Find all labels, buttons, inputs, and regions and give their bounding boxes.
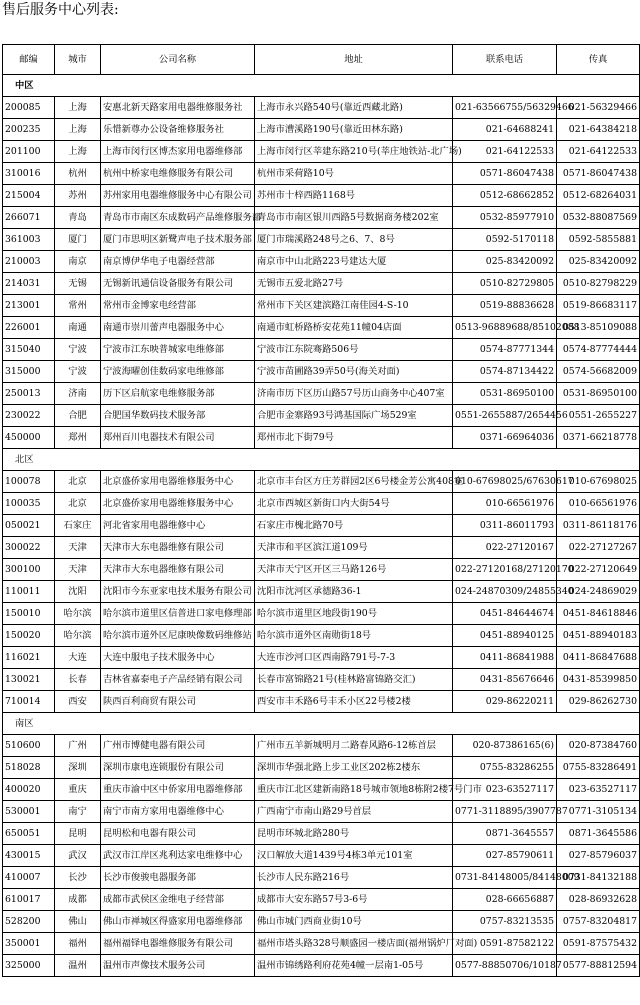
fax-cell: 027-85796037 <box>557 845 640 867</box>
phone-cell: 0577-88850706/10187 <box>453 955 557 977</box>
header-address: 地址 <box>255 45 453 75</box>
zip-cell: 110011 <box>3 581 55 603</box>
address-cell: 重庆市江北区建新南路18号城市领地8栋附2楼7号门市 <box>255 779 453 801</box>
table-row <box>3 427 640 449</box>
address-cell: 北京市西城区新街口内大街54号 <box>255 493 453 515</box>
city-cell: 哈尔滨 <box>55 603 101 625</box>
fax-cell: 0531-86950100 <box>557 383 640 405</box>
fax-cell: 0510-82798229 <box>557 273 640 295</box>
address-cell: 北京市丰台区方庄芳群园2区6号楼金芳公寓408室 <box>255 471 453 493</box>
fax-cell: 0371-66218778 <box>557 427 640 449</box>
table-row <box>3 141 640 163</box>
city-cell: 大连 <box>55 647 101 669</box>
fax-cell: 0871-3645586 <box>557 823 640 845</box>
fax-cell: 022-27127267 <box>557 537 640 559</box>
phone-cell: 020-87386165(6) <box>453 735 557 757</box>
fax-cell: 0571-86047438 <box>557 163 640 185</box>
table-row <box>3 933 640 955</box>
address-cell: 郑州市北下街79号 <box>255 427 453 449</box>
company-cell: 宁波海曜创佳数码家电维修部 <box>101 361 255 383</box>
city-cell: 郑州 <box>55 427 101 449</box>
address-cell: 广州市五羊新城明月二路春风路6-12栋首层 <box>255 735 453 757</box>
company-cell: 南京博伊华电子电器经营部 <box>101 251 255 273</box>
phone-cell: 0519-88836628 <box>453 295 557 317</box>
zip-cell: 361003 <box>3 229 55 251</box>
phone-cell: 0512-68662852 <box>453 185 557 207</box>
company-cell: 河北省家用电器维修中心 <box>101 515 255 537</box>
address-cell: 长沙市人民东路216号 <box>255 867 453 889</box>
phone-cell: 0771-3118895/3907787 <box>453 801 557 823</box>
city-cell: 南京 <box>55 251 101 273</box>
zip-cell: 116021 <box>3 647 55 669</box>
phone-cell: 0755-83286255 <box>453 757 557 779</box>
fax-cell: 0574-56682009 <box>557 361 640 383</box>
phone-cell: 0431-85676646 <box>453 669 557 691</box>
company-cell: 无锡新讯通信设备服务有限公司 <box>101 273 255 295</box>
phone-cell: 0731-84148005/84148009 <box>453 867 557 889</box>
table-row <box>3 691 640 713</box>
zip-cell: 450000 <box>3 427 55 449</box>
phone-cell: 0757-83213535 <box>453 911 557 933</box>
zip-cell: 410007 <box>3 867 55 889</box>
phone-cell: 0451-84644674 <box>453 603 557 625</box>
city-cell: 上海 <box>55 97 101 119</box>
zip-cell: 213001 <box>3 295 55 317</box>
city-cell: 重庆 <box>55 779 101 801</box>
region-header-row <box>3 713 640 735</box>
table-row <box>3 295 640 317</box>
city-cell: 长春 <box>55 669 101 691</box>
table-row <box>3 361 640 383</box>
phone-cell: 0451-88940125 <box>453 625 557 647</box>
phone-cell: 021-64122533 <box>453 141 557 163</box>
page-title: 售后服务中心列表: <box>2 2 119 18</box>
fax-cell: 0451-84618846 <box>557 603 640 625</box>
table-row <box>3 383 640 405</box>
fax-cell: 0311-86118176 <box>557 515 640 537</box>
address-cell: 深圳市华强北路上步工业区202栋2楼东 <box>255 757 453 779</box>
fax-cell: 0577-88812594 <box>557 955 640 977</box>
address-cell: 南京市中山北路223号建达大厦 <box>255 251 453 273</box>
company-cell: 大连中服电子技术服务中心 <box>101 647 255 669</box>
phone-cell: 0311-86011793 <box>453 515 557 537</box>
table-row <box>3 779 640 801</box>
address-cell: 上海市永兴路540号(靠近西藏北路) <box>255 97 453 119</box>
phone-cell: 0571-86047438 <box>453 163 557 185</box>
city-cell: 深圳 <box>55 757 101 779</box>
zip-cell: 200085 <box>3 97 55 119</box>
company-cell: 天津市大东电器维修有限公司 <box>101 537 255 559</box>
fax-cell: 010-67698025 <box>557 471 640 493</box>
phone-cell: 022-27120167 <box>453 537 557 559</box>
phone-cell: 024-24870309/24855340 <box>453 581 557 603</box>
phone-cell: 0591-87582122 <box>453 933 557 955</box>
city-cell: 厦门 <box>55 229 101 251</box>
table-row <box>3 339 640 361</box>
fax-cell: 0519-86683117 <box>557 295 640 317</box>
address-cell: 济南市历下区历山路57号历山商务中心407室 <box>255 383 453 405</box>
fax-cell: 0755-83286491 <box>557 757 640 779</box>
city-cell: 广州 <box>55 735 101 757</box>
company-cell: 宁波市江东映普城家电维修部 <box>101 339 255 361</box>
city-cell: 温州 <box>55 955 101 977</box>
city-cell: 武汉 <box>55 845 101 867</box>
address-cell: 天津市和平区滨江道109号 <box>255 537 453 559</box>
table-row <box>3 537 640 559</box>
zip-cell: 325000 <box>3 955 55 977</box>
fax-cell: 0592-5855881 <box>557 229 640 251</box>
city-cell: 宁波 <box>55 339 101 361</box>
company-cell: 南宁市南方家用电器维修中心 <box>101 801 255 823</box>
table-row <box>3 405 640 427</box>
phone-cell: 010-67698025/67630617 <box>453 471 557 493</box>
table-row <box>3 559 640 581</box>
table-row <box>3 471 640 493</box>
fax-cell: 0431-85399850 <box>557 669 640 691</box>
phone-cell: 023-63527117 <box>453 779 557 801</box>
fax-cell: 020-87384760 <box>557 735 640 757</box>
zip-cell: 210003 <box>3 251 55 273</box>
address-cell: 杭州市采荷路10号 <box>255 163 453 185</box>
company-cell: 成都市武侯区金维电子经营部 <box>101 889 255 911</box>
phone-cell: 021-64688241 <box>453 119 557 141</box>
fax-cell: 029-86262730 <box>557 691 640 713</box>
table-row <box>3 97 640 119</box>
table-row <box>3 493 640 515</box>
city-cell: 天津 <box>55 537 101 559</box>
zip-cell: 530001 <box>3 801 55 823</box>
table-row <box>3 625 640 647</box>
company-cell: 哈尔滨市道里区信普进口家电修理部 <box>101 603 255 625</box>
phone-cell: 0532-85977910 <box>453 207 557 229</box>
table-row <box>3 823 640 845</box>
region-name: 中区 <box>3 75 640 97</box>
address-cell: 成都市大安东路57号3-6号 <box>255 889 453 911</box>
zip-cell: 300100 <box>3 559 55 581</box>
company-cell: 历下区启航家电维修服务部 <box>101 383 255 405</box>
address-cell: 上海市闵行区莘建东路210号(莘庄地铁站-北广场) <box>255 141 453 163</box>
zip-cell: 430015 <box>3 845 55 867</box>
city-cell: 北京 <box>55 471 101 493</box>
header-phone: 联系电话 <box>453 45 557 75</box>
company-cell: 合肥国华数码技术服务部 <box>101 405 255 427</box>
phone-cell: 0510-82729805 <box>453 273 557 295</box>
zip-cell: 518028 <box>3 757 55 779</box>
fax-cell: 0757-83204817 <box>557 911 640 933</box>
city-cell: 常州 <box>55 295 101 317</box>
company-cell: 安惠北新天路家用电器维修服务社 <box>101 97 255 119</box>
zip-cell: 510600 <box>3 735 55 757</box>
address-cell: 青岛市市南区银川西路5号数据商务楼202室 <box>255 207 453 229</box>
city-cell: 哈尔滨 <box>55 625 101 647</box>
city-cell: 青岛 <box>55 207 101 229</box>
zip-cell: 650051 <box>3 823 55 845</box>
phone-cell: 027-85790611 <box>453 845 557 867</box>
city-cell: 杭州 <box>55 163 101 185</box>
city-cell: 昆明 <box>55 823 101 845</box>
fax-cell: 025-83420092 <box>557 251 640 273</box>
table-row <box>3 735 640 757</box>
table-row <box>3 581 640 603</box>
table-row <box>3 163 640 185</box>
region-name: 南区 <box>3 713 640 735</box>
header-city: 城市 <box>55 45 101 75</box>
company-cell: 深圳市康电连锁服份有限公司 <box>101 757 255 779</box>
company-cell: 郑州百川电器技术有限公司 <box>101 427 255 449</box>
city-cell: 南宁 <box>55 801 101 823</box>
fax-cell: 0771-3105134 <box>557 801 640 823</box>
city-cell: 天津 <box>55 559 101 581</box>
zip-cell: 150010 <box>3 603 55 625</box>
fax-cell: 021-64122533 <box>557 141 640 163</box>
company-cell: 北京盛侨家用电器维修服务中心 <box>101 471 255 493</box>
address-cell: 福州市塔头路328号顺盛园一楼店面(福州锅炉厂对面) <box>255 933 453 955</box>
phone-cell: 0411-86841988 <box>453 647 557 669</box>
fax-cell: 024-24869029 <box>557 581 640 603</box>
phone-cell: 0574-87134422 <box>453 361 557 383</box>
zip-cell: 300022 <box>3 537 55 559</box>
zip-cell: 400020 <box>3 779 55 801</box>
company-cell: 青岛市市南区东成数码产品维修服务部 <box>101 207 255 229</box>
company-cell: 北京盛侨家用电器维修服务中心 <box>101 493 255 515</box>
zip-cell: 050021 <box>3 515 55 537</box>
table-row <box>3 801 640 823</box>
zip-cell: 315000 <box>3 361 55 383</box>
zip-cell: 266071 <box>3 207 55 229</box>
region-header-row <box>3 449 640 471</box>
fax-cell: 0591-87575432 <box>557 933 640 955</box>
table-row <box>3 757 640 779</box>
city-cell: 成都 <box>55 889 101 911</box>
company-cell: 福州福铎电器维修服务有限公司 <box>101 933 255 955</box>
fax-cell: 021-56329466 <box>557 97 640 119</box>
table-body <box>3 75 640 977</box>
phone-cell: 010-66561976 <box>453 493 557 515</box>
zip-cell: 310016 <box>3 163 55 185</box>
table-row <box>3 207 640 229</box>
table-row <box>3 229 640 251</box>
table-row <box>3 955 640 977</box>
city-cell: 南通 <box>55 317 101 339</box>
zip-cell: 610017 <box>3 889 55 911</box>
table-row <box>3 911 640 933</box>
zip-cell: 150020 <box>3 625 55 647</box>
company-cell: 上海市闵行区博杰家用电器维修部 <box>101 141 255 163</box>
phone-cell: 0371-66964036 <box>453 427 557 449</box>
zip-cell: 214031 <box>3 273 55 295</box>
phone-cell: 0871-3645557 <box>453 823 557 845</box>
fax-cell: 0731-84132188 <box>557 867 640 889</box>
zip-cell: 250013 <box>3 383 55 405</box>
company-cell: 南通市崇川蕾声电器服务中心 <box>101 317 255 339</box>
table-row <box>3 603 640 625</box>
address-cell: 大连市沙河口区西南路791号-7-3 <box>255 647 453 669</box>
table-row <box>3 273 640 295</box>
address-cell: 常州市下关区建滨路江南佳园4-S-10 <box>255 295 453 317</box>
address-cell: 西安市丰禾路6号丰禾小区22号楼2楼 <box>255 691 453 713</box>
address-cell: 厦门市瑞溪路248号之6、7、8号 <box>255 229 453 251</box>
phone-cell: 021-63566755/56329466 <box>453 97 557 119</box>
address-cell: 汉口解放大道1439号4栋3单元101室 <box>255 845 453 867</box>
company-cell: 厦门市思明区新鹭声电子技术服务部 <box>101 229 255 251</box>
company-cell: 乐惜新尊办公设备维修服务社 <box>101 119 255 141</box>
city-cell: 西安 <box>55 691 101 713</box>
header-company: 公司名称 <box>101 45 255 75</box>
phone-cell: 0592-5170118 <box>453 229 557 251</box>
phone-cell: 025-83420092 <box>453 251 557 273</box>
company-cell: 杭州中桥家电维修服务有限公司 <box>101 163 255 185</box>
fax-cell: 0532-88087569 <box>557 207 640 229</box>
phone-cell: 028-66656887 <box>453 889 557 911</box>
zip-cell: 230022 <box>3 405 55 427</box>
address-cell: 南通市虹桥路桥安花苑11幢04店面 <box>255 317 453 339</box>
table-row <box>3 119 640 141</box>
address-cell: 温州市锦绣路利府花苑4幢一层南1-05号 <box>255 955 453 977</box>
city-cell: 佛山 <box>55 911 101 933</box>
address-cell: 广西南宁市南山路29号首层 <box>255 801 453 823</box>
fax-cell: 023-63527117 <box>557 779 640 801</box>
address-cell: 苏州市十梓西路1168号 <box>255 185 453 207</box>
phone-cell: 029-86220211 <box>453 691 557 713</box>
company-cell: 陕西百利商贸有限公司 <box>101 691 255 713</box>
zip-cell: 350001 <box>3 933 55 955</box>
address-cell: 哈尔滨市道里区地段街190号 <box>255 603 453 625</box>
address-cell: 合肥市金寨路93号鸿基国际广场529室 <box>255 405 453 427</box>
company-cell: 昆明松和电器有限公司 <box>101 823 255 845</box>
fax-cell: 0411-86847688 <box>557 647 640 669</box>
zip-cell: 200235 <box>3 119 55 141</box>
address-cell: 沈阳市沈河区承德路36-1 <box>255 581 453 603</box>
city-cell: 宁波 <box>55 361 101 383</box>
city-cell: 苏州 <box>55 185 101 207</box>
company-cell: 重庆市渝中区中侨家用电器维修部 <box>101 779 255 801</box>
city-cell: 济南 <box>55 383 101 405</box>
service-center-table <box>2 44 640 977</box>
company-cell: 天津市大东电器维修有限公司 <box>101 559 255 581</box>
address-cell: 哈尔滨市道外区南勋街18号 <box>255 625 453 647</box>
city-cell: 合肥 <box>55 405 101 427</box>
company-cell: 武汉市江岸区兆利达家电维修中心 <box>101 845 255 867</box>
zip-cell: 226001 <box>3 317 55 339</box>
table-row <box>3 317 640 339</box>
fax-cell: 0551-2655227 <box>557 405 640 427</box>
table-row <box>3 889 640 911</box>
table-row <box>3 185 640 207</box>
fax-cell: 028-86932628 <box>557 889 640 911</box>
region-name: 北区 <box>3 449 640 471</box>
company-cell: 长沙市俊骏电器服务部 <box>101 867 255 889</box>
city-cell: 无锡 <box>55 273 101 295</box>
table-row <box>3 867 640 889</box>
address-cell: 天津市天宁区开区三马路126号 <box>255 559 453 581</box>
phone-cell: 022-27120168/27120170 <box>453 559 557 581</box>
zip-cell: 100078 <box>3 471 55 493</box>
address-cell: 无锡市五爱北路27号 <box>255 273 453 295</box>
city-cell: 石家庄 <box>55 515 101 537</box>
zip-cell: 100035 <box>3 493 55 515</box>
company-cell: 常州市金博家电经营部 <box>101 295 255 317</box>
fax-cell: 022-27120649 <box>557 559 640 581</box>
table-row <box>3 515 640 537</box>
company-cell: 广州市博健电器有限公司 <box>101 735 255 757</box>
header-zip: 邮编 <box>3 45 55 75</box>
header-fax: 传真 <box>557 45 640 75</box>
zip-cell: 215004 <box>3 185 55 207</box>
company-cell: 哈尔滨市道外区尼康映像数码维修站 <box>101 625 255 647</box>
address-cell: 宁波市苗圃路39弄50号(海关对面) <box>255 361 453 383</box>
company-cell: 吉林省嘉泰电子产品经销有限公司 <box>101 669 255 691</box>
zip-cell: 528200 <box>3 911 55 933</box>
region-header-row <box>3 75 640 97</box>
fax-cell: 010-66561976 <box>557 493 640 515</box>
address-cell: 宁波市江东院骞路506号 <box>255 339 453 361</box>
city-cell: 上海 <box>55 141 101 163</box>
city-cell: 北京 <box>55 493 101 515</box>
fax-cell: 0512-68264031 <box>557 185 640 207</box>
zip-cell: 315040 <box>3 339 55 361</box>
table-header-row <box>3 45 640 75</box>
city-cell: 上海 <box>55 119 101 141</box>
address-cell: 石家庄市槐北路70号 <box>255 515 453 537</box>
company-cell: 佛山市禅城区得盛家用电器维修部 <box>101 911 255 933</box>
zip-cell: 201100 <box>3 141 55 163</box>
address-cell: 昆明市环城北路280号 <box>255 823 453 845</box>
fax-cell: 0513-85109088 <box>557 317 640 339</box>
fax-cell: 0451-88940183 <box>557 625 640 647</box>
table-row <box>3 669 640 691</box>
address-cell: 上海市漕溪路190号(靠近田林东路) <box>255 119 453 141</box>
company-cell: 温州市声像技术服务公司 <box>101 955 255 977</box>
city-cell: 福州 <box>55 933 101 955</box>
zip-cell: 710014 <box>3 691 55 713</box>
zip-cell: 130021 <box>3 669 55 691</box>
fax-cell: 021-64384218 <box>557 119 640 141</box>
address-cell: 佛山市城门西商业街10号 <box>255 911 453 933</box>
phone-cell: 0551-2655887/2654456 <box>453 405 557 427</box>
company-cell: 沈阳市今东亚家电技术服务有限公司 <box>101 581 255 603</box>
city-cell: 长沙 <box>55 867 101 889</box>
table-row <box>3 251 640 273</box>
phone-cell: 0531-86950100 <box>453 383 557 405</box>
table-row <box>3 647 640 669</box>
phone-cell: 0513-96889688/85102088 <box>453 317 557 339</box>
city-cell: 沈阳 <box>55 581 101 603</box>
phone-cell: 0574-87771344 <box>453 339 557 361</box>
address-cell: 长春市富锦路21号(桂林路富锦路交汇) <box>255 669 453 691</box>
company-cell: 苏州家用电器维修服务中心有限公司 <box>101 185 255 207</box>
fax-cell: 0574-87774444 <box>557 339 640 361</box>
table-row <box>3 845 640 867</box>
